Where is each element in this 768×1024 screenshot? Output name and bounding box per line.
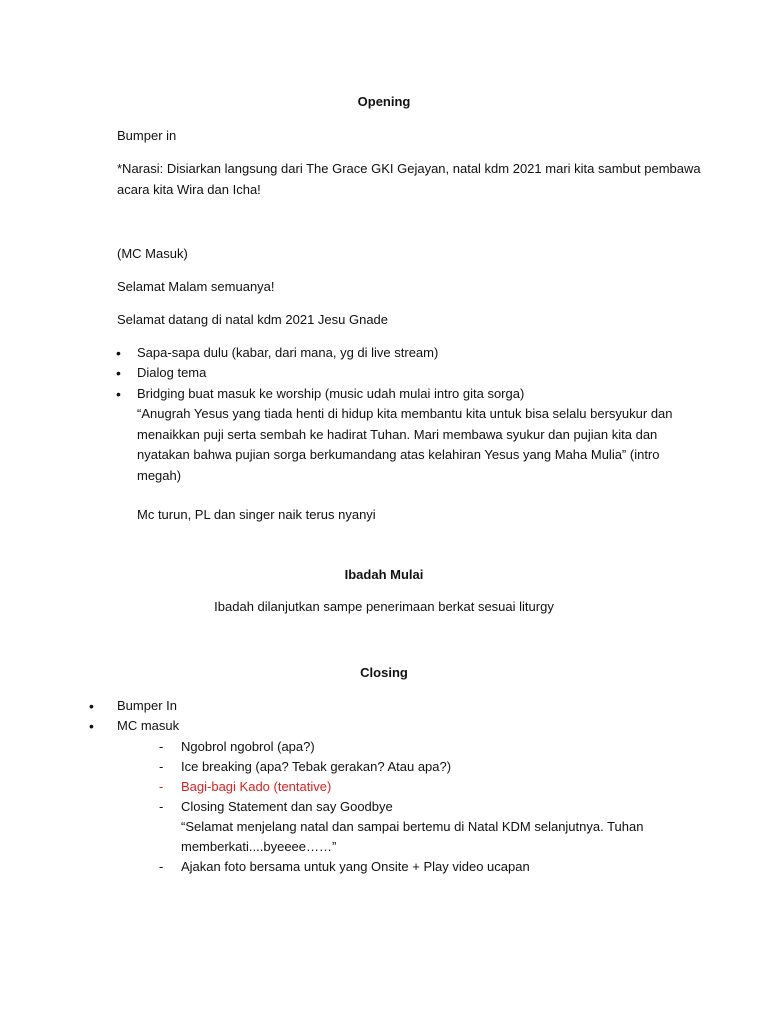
bumper-in-text: Bumper in [117,128,177,143]
closing-quote-line-1: “Selamat menjelang natal dan sampai bertemu di Natal KDM selanjutnya. Tuhan [181,819,644,834]
closing-subitem-2: Ice breaking (apa? Tebak gerakan? Atau apa?) [181,759,452,774]
greeting-line-2: Selamat datang di natal kdm 2021 Jesu Gnade [117,312,389,327]
dash-marker: - [159,779,164,794]
quote-line-3: nyatakan bahwa pujian sorga berkumandang atas kelahiran Yesus yang Maha Mulia” (intro [137,447,660,462]
opening-heading: Opening [357,94,411,109]
narasi-line-2: acara kita Wira dan Icha! [117,182,261,197]
quote-line-4: megah) [137,468,182,483]
opening-bullet-2: Dialog tema [137,365,207,380]
dash-marker: - [159,759,164,774]
bullet-marker: • [116,386,121,402]
bullet-marker: • [89,698,94,714]
ibadah-heading: Ibadah Mulai [344,567,424,582]
opening-bullet-3: Bridging buat masuk ke worship (music udah mulai intro gita sorga) [137,386,525,401]
mc-turun-text: Mc turun, PL dan singer naik terus nyanyi [137,507,376,522]
closing-last-item: Ajakan foto bersama untuk yang Onsite + Play video ucapan [181,859,530,874]
quote-line-1: “Anugrah Yesus yang tiada henti di hidup kita membantu kita untuk bisa selalu bersyukur dan [137,406,673,421]
closing-subitem-3-highlight: Bagi-bagi Kado (tentative) [181,779,332,794]
mc-masuk-text: (MC Masuk) [117,246,188,261]
closing-heading: Closing [360,665,408,680]
closing-subitem-4: Closing Statement dan say Goodbye [181,799,393,814]
greeting-line-1: Selamat Malam semuanya! [117,279,275,294]
quote-line-2: menaikkan puji serta sembah ke hadirat Tuhan. Mari membawa syukur dan pujian kita dan [137,427,658,442]
closing-quote-line-2: memberkati....byeeee……” [181,839,337,854]
dash-marker: - [159,799,164,814]
bullet-marker: • [116,345,121,361]
ibadah-text: Ibadah dilanjutkan sampe penerimaan berkat sesuai liturgy [214,599,554,614]
closing-bullet-2: MC masuk [117,718,180,733]
dash-marker: - [159,739,164,754]
bullet-marker: • [116,365,121,381]
bullet-marker: • [89,718,94,734]
closing-subitem-1: Ngobrol ngobrol (apa?) [181,739,315,754]
dash-marker: - [159,859,164,874]
narasi-line-1: *Narasi: Disiarkan langsung dari The Grace GKI Gejayan, natal kdm 2021 mari kita sambut pembawa [117,161,701,176]
closing-bullet-1: Bumper In [117,698,177,713]
opening-bullet-1: Sapa-sapa dulu (kabar, dari mana, yg di live stream) [137,345,439,360]
